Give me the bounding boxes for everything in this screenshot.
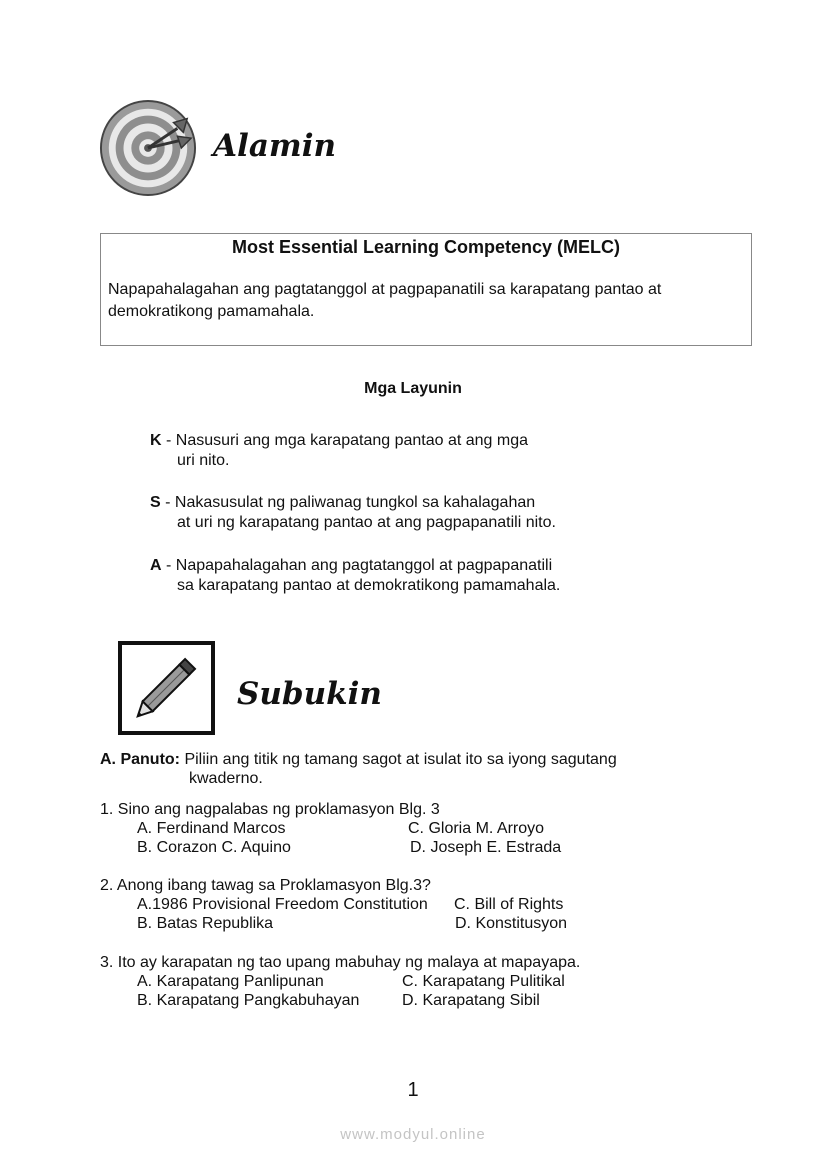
section-title-alamin: Alamin	[213, 128, 337, 164]
target-icon	[99, 99, 197, 197]
objective-text-cont: sa karapatang pantao at demokratikong pamamahala.	[177, 577, 561, 594]
panuto-text: Piliin ang titik ng tamang sagot at isulat ito sa iyong sagutang	[180, 751, 617, 768]
pencil-icon	[118, 641, 215, 735]
objective-code: K	[150, 432, 162, 449]
objective-text-cont: uri nito.	[177, 452, 230, 469]
page-number: 1	[407, 1079, 419, 1101]
option-c: C. Bill of Rights	[454, 896, 564, 913]
objective-text: - Nakasusulat ng paliwanag tungkol sa kahalagahan	[160, 494, 536, 511]
layunin-heading: Mga Layunin	[364, 380, 462, 397]
panuto-label: A. Panuto:	[100, 751, 180, 768]
section-title-subukin: Subukin	[237, 676, 382, 712]
option-a: A. Ferdinand Marcos	[137, 820, 286, 837]
melc-text: Napapahalagahan ang pagtatanggol at pagpapanatili sa karapatang pantao at demokratikong pamamahala.	[108, 281, 662, 320]
panuto-instructions	[100, 750, 740, 788]
watermark: www.modyul.online	[340, 1126, 486, 1143]
objective-text: - Nasusuri ang mga karapatang pantao at ang mga	[161, 432, 529, 449]
question-2: 2. Anong ibang tawag sa Proklamasyon Blg.3?	[100, 877, 431, 894]
option-a: A.1986 Provisional Freedom Constitution	[137, 896, 428, 913]
objective-k	[150, 431, 670, 471]
question-3: 3. Ito ay karapatan ng tao upang mabuhay ng malaya at mapayapa.	[100, 954, 581, 971]
option-d: D. Karapatang Sibil	[402, 992, 540, 1009]
panuto-text-cont: kwaderno.	[189, 770, 263, 787]
objective-text: - Napapahalagahan ang pagtatanggol at pagpapanatili	[161, 557, 553, 574]
objective-text-cont: at uri ng karapatang pantao at ang pagpapanatili nito.	[177, 514, 556, 531]
option-b: B. Batas Republika	[137, 915, 274, 932]
option-c: C. Karapatang Pulitikal	[402, 973, 565, 990]
objective-s	[150, 493, 670, 533]
melc-box	[100, 233, 752, 346]
option-a: A. Karapatang Panlipunan	[137, 973, 324, 990]
option-c: C. Gloria M. Arroyo	[408, 820, 545, 837]
option-b: B. Karapatang Pangkabuhayan	[137, 992, 360, 1009]
objective-code: S	[150, 494, 161, 511]
option-d: D. Konstitusyon	[455, 915, 568, 932]
melc-heading: Most Essential Learning Competency (MELC)	[231, 237, 621, 257]
question-1: 1. Sino ang nagpalabas ng proklamasyon Blg. 3	[100, 801, 440, 818]
objective-code: A	[150, 557, 162, 574]
option-b: B. Corazon C. Aquino	[137, 839, 291, 856]
objective-a	[150, 556, 670, 596]
option-d: D. Joseph E. Estrada	[410, 839, 562, 856]
